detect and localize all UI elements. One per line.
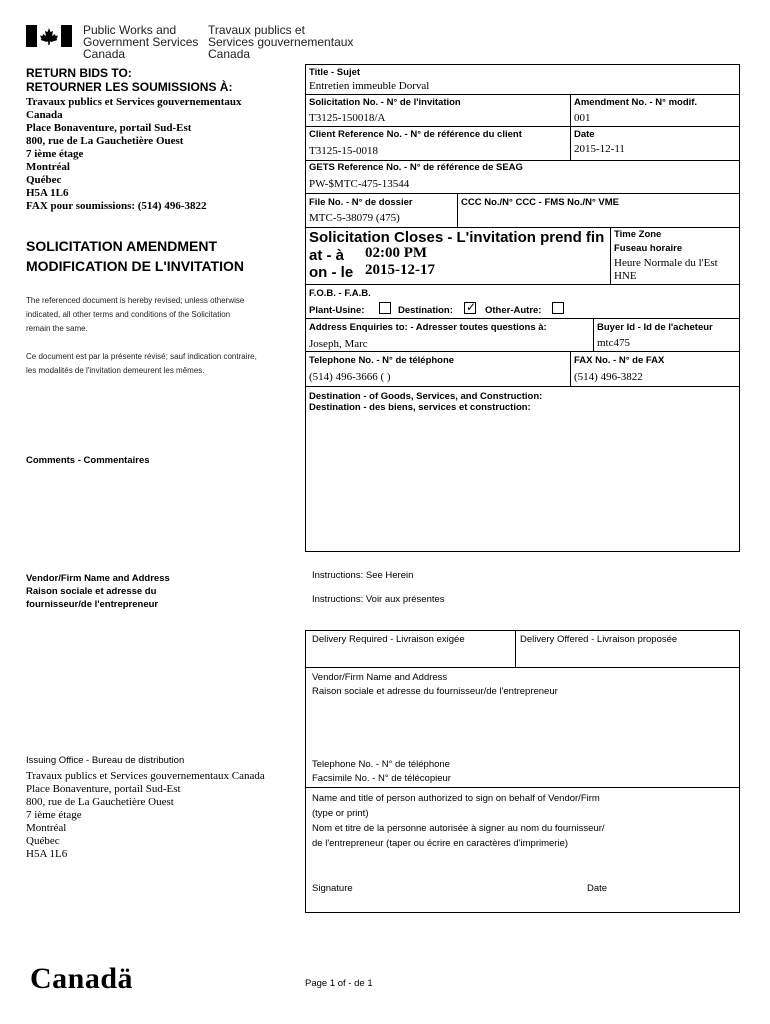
dept-name-fr-1: Travaux publics et: [208, 23, 305, 37]
vendor-name-label-fr2: fournisseur/de l'entrepreneur: [26, 599, 159, 610]
vendor-facsimile-label: Facsimile No. - N° de télécopieur: [312, 773, 451, 784]
authorized-name-type: (type or print): [312, 808, 369, 819]
closing-date: 2015-12-17: [365, 262, 435, 278]
time-zone-value: Heure Normale du l'Est: [614, 257, 718, 269]
closing-time: 02:00 PM: [365, 245, 428, 261]
time-zone-label-fr: Fuseau horaire: [614, 243, 683, 254]
amendment-no-label: Amendment No. - N° modif.: [574, 97, 698, 108]
delivery-offered-label: Delivery Offered - Livraison proposée: [520, 634, 678, 645]
checkmark-icon: ✓: [466, 300, 477, 314]
instructions-fr: Instructions: Voir aux présentes: [312, 594, 445, 605]
return-bids-title-fr: RETOURNER LES SOUMISSIONS À:: [26, 80, 233, 94]
closes-title: Solicitation Closes - L'invitation prend fin: [309, 229, 605, 246]
at-label: at - à: [309, 247, 345, 264]
dept-name-en-2: Government Services: [83, 35, 199, 49]
amendment-text-fr: Ce document est par la présente révisé; sauf indication contraire, les modalités de l'invitation demeurent les mêmes.: [26, 352, 257, 375]
fax-value: (514) 496-3822: [574, 371, 643, 383]
vendor-address-label: Vendor/Firm Name and Address: [312, 672, 448, 683]
dept-name-en-3: Canada: [83, 47, 126, 61]
file-no-label: File No. - N° de dossier: [309, 197, 413, 208]
solicitation-no-label: Solicitation No. - N° de l'invitation: [309, 97, 461, 108]
destination-goods-label-fr: Destination - des biens, services et construction:: [309, 402, 531, 413]
client-ref-value: T3125-15-0018: [309, 145, 379, 157]
page-number: Page 1 of - de 1: [305, 978, 373, 989]
time-zone-label: Time Zone: [614, 229, 662, 240]
gets-ref-label: GETS Reference No. - N° de référence de SEAG: [309, 162, 523, 173]
authorized-name-type-fr: de l'entrepreneur (taper ou écrire en caractères d'imprimerie): [312, 838, 569, 849]
vendor-name-label-fr1: Raison sociale et adresse du: [26, 586, 157, 597]
phone-value: (514) 496-3666 ( ): [309, 371, 391, 383]
delivery-required-label: Delivery Required - Livraison exigée: [312, 634, 465, 645]
authorized-name-label: Name and title of person authorized to sign on behalf of Vendor/Firm: [312, 793, 600, 804]
gets-ref-value: PW-$MTC-475-13544: [309, 178, 410, 190]
client-ref-label: Client Reference No. - N° de référence du client: [309, 129, 522, 140]
solicitation-no-value: T3125-150018/A: [309, 112, 386, 124]
other-label: Other-Autre:: [485, 305, 542, 316]
fob-label: F.O.B. - F.A.B.: [309, 288, 371, 299]
destination-checkbox[interactable]: [464, 302, 476, 314]
canada-flag-icon: [26, 25, 72, 47]
authorized-name-label-fr: Nom et titre de la personne autorisée à signer au nom du fournisseur/: [312, 823, 605, 834]
instructions-en: Instructions: See Herein: [312, 570, 414, 581]
signature-date-label: Date: [587, 883, 608, 894]
amendment-title-fr: MODIFICATION DE L'INVITATION: [26, 258, 244, 274]
buyer-id-label: Buyer Id - Id de l'acheteur: [597, 322, 713, 333]
date-label: Date: [574, 129, 595, 140]
return-bids-title: RETURN BIDS TO:: [26, 66, 132, 80]
vendor-address-label-fr: Raison sociale et adresse du fournisseur/de l'entrepreneur: [312, 686, 558, 697]
address-enquiries-value: Joseph, Marc: [309, 338, 368, 350]
ccc-no-label: CCC No./N° CCC - FMS No./N° VME: [461, 197, 620, 208]
buyer-id-value: mtc475: [597, 337, 630, 349]
canada-wordmark-logo: Canadä: [30, 962, 134, 995]
title-label: Title - Sujet: [309, 67, 361, 78]
vendor-telephone-label: Telephone No. - N° de téléphone: [312, 759, 450, 770]
plant-checkbox[interactable]: [379, 302, 391, 314]
signature-label: Signature: [312, 883, 353, 894]
dept-name-en-1: Public Works and: [83, 23, 177, 37]
dept-name-fr-2: Services gouvernementaux: [208, 35, 354, 49]
other-checkbox[interactable]: [552, 302, 564, 314]
on-label: on - le: [309, 264, 354, 281]
address-enquiries-label: Address Enquiries to: - Adresser toutes questions à:: [309, 322, 547, 333]
date-value: 2015-12-11: [574, 143, 625, 155]
amendment-no-value: 001: [574, 112, 591, 124]
file-no-value: MTC-5-38079 (475): [309, 212, 400, 224]
amendment-title: SOLICITATION AMENDMENT: [26, 238, 218, 254]
phone-label: Telephone No. - N° de téléphone: [309, 355, 455, 366]
fax-label: FAX No. - N° de FAX: [574, 355, 665, 366]
dept-name-fr-3: Canada: [208, 47, 251, 61]
comments-label: Comments - Commentaires: [26, 455, 150, 466]
title-value: Entretien immeuble Dorval: [309, 80, 430, 92]
return-bids-address: Travaux publics et Services gouvernementaux Canada Place Bonaventure, portail Sud-Est 800, rue de La Gauchetière Ouest 7 ième étage Montréal Québec H5A 1L6 FAX pour soumissions: (514) 496-3822: [26, 96, 242, 212]
destination-label: Destination:: [398, 305, 453, 316]
destination-goods-label: Destination - of Goods, Services, and Construction:: [309, 391, 543, 402]
amendment-text-en: The referenced document is hereby revised; unless otherwise indicated, all other terms and conditions of the Solicitation remain the same.: [26, 296, 245, 333]
plant-label: Plant-Usine:: [309, 305, 365, 316]
issuing-office-label: Issuing Office - Bureau de distribution: [26, 755, 185, 766]
issuing-office-address: Travaux publics et Services gouvernementaux Canada Place Bonaventure, portail Sud-Est 800, rue de La Gauchetière Ouest 7 ième étage Montréal Québec H5A 1L6: [26, 770, 265, 860]
vendor-name-label: Vendor/Firm Name and Address: [26, 573, 170, 584]
time-zone-abbr: HNE: [614, 270, 637, 282]
